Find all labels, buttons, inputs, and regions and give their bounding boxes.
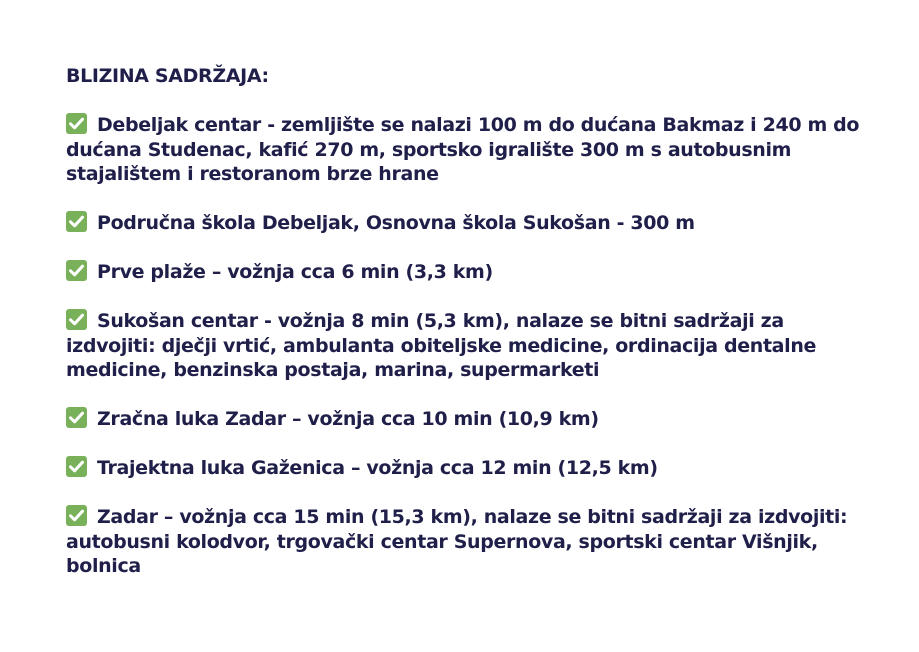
list-item-text: Prve plaže – vožnja cca 6 min (3,3 km): [97, 261, 493, 283]
list-item-text: Područna škola Debeljak, Osnovna škola Sukošan - 300 m: [97, 212, 695, 234]
check-mark-icon: [66, 211, 87, 232]
list-item-text: Trajektna luka Gaženica – vožnja cca 12 min (12,5 km): [97, 457, 658, 479]
check-mark-icon: [66, 456, 87, 477]
list-item-text: Sukošan centar - vožnja 8 min (5,3 km), nalaze se bitni sadržaji za izdvojiti: dječji vrtić, ambulanta obiteljske medicine, ordinacija dentalne medicine, benzinska postaja, marina, supermarketi: [66, 310, 817, 381]
list-item: [66, 505, 866, 579]
check-mark-icon: [66, 505, 87, 526]
list-item: [66, 309, 866, 383]
list-item-text: Debeljak centar - zemljište se nalazi 100 m do dućana Bakmaz i 240 m do dućana Studenac, kafić 270 m, sportsko igralište 300 m s autobusnim stajalištem i restoranom brze hrane: [66, 114, 860, 185]
list-item: [66, 260, 866, 285]
list-item: [66, 211, 866, 236]
check-mark-icon: [66, 113, 87, 134]
check-mark-icon: [66, 407, 87, 428]
list-item-text: Zračna luka Zadar – vožnja cca 10 min (10,9 km): [97, 408, 599, 430]
list-item: [66, 113, 866, 187]
list-item: [66, 407, 866, 432]
list-item-text: Zadar – vožnja cca 15 min (15,3 km), nalaze se bitni sadržaji za izdvojiti: autobusni kolodvor, trgovački centar Supernova, sportski centar Višnjik, bolnica: [66, 506, 848, 577]
list-item: [66, 456, 866, 481]
section-heading: BLIZINA SADRŽAJA:: [66, 65, 269, 87]
check-mark-icon: [66, 309, 87, 330]
amenities-section: [66, 64, 866, 603]
check-mark-icon: [66, 260, 87, 281]
